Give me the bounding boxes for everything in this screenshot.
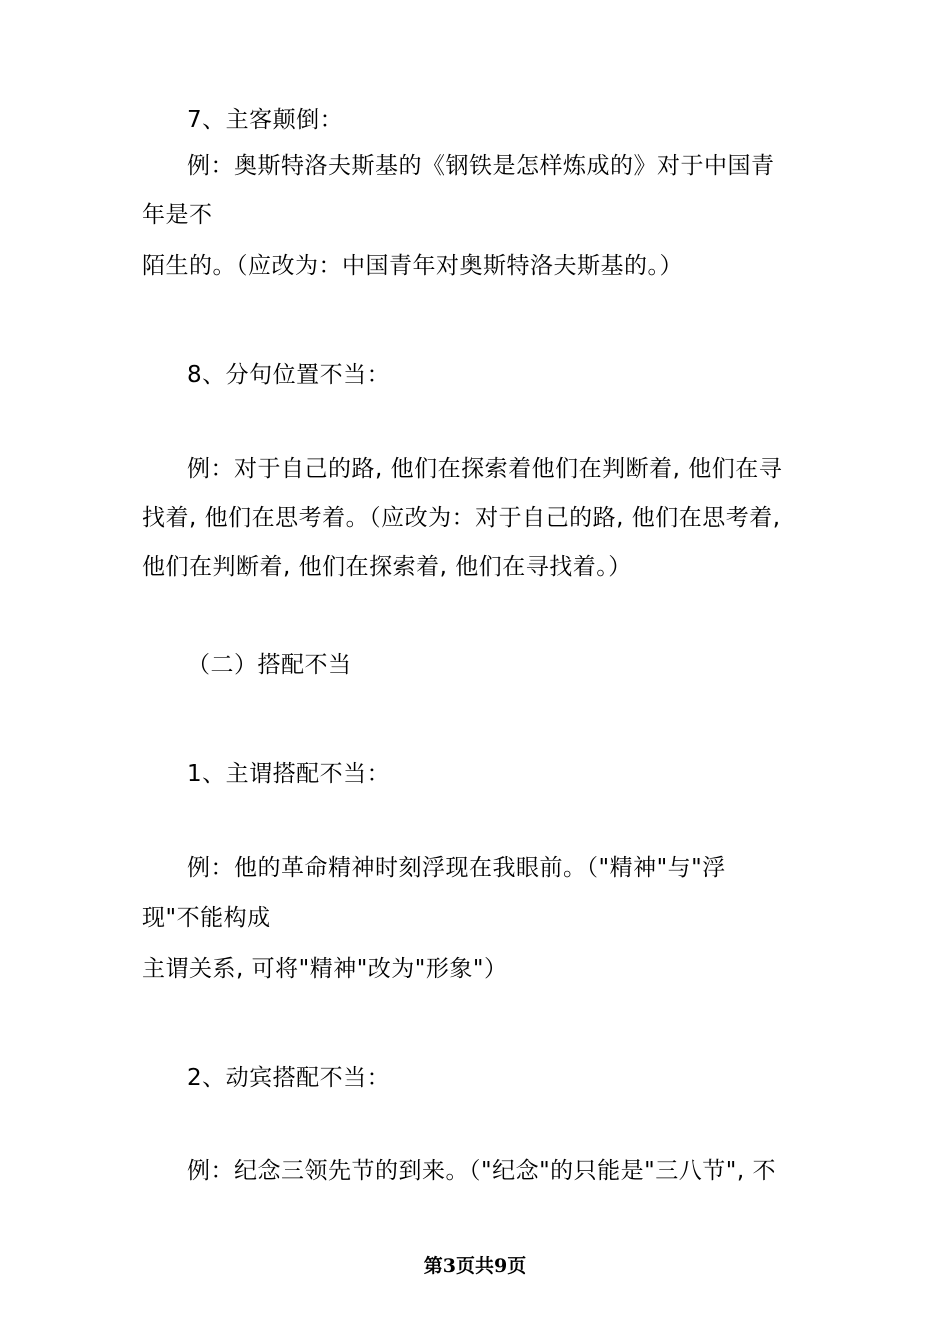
section-heading-7: 7、主客颠倒： bbox=[187, 107, 344, 133]
example-paragraph-line: 找着, 他们在思考着。（应改为：对于自己的路, 他们在思考着, bbox=[142, 505, 781, 531]
example-paragraph-line: 陌生的。（应改为：中国青年对奥斯特洛夫斯基的。） bbox=[142, 253, 683, 279]
example-paragraph-line: 他们在判断着, 他们在探索着, 他们在寻找着。） bbox=[142, 554, 632, 580]
example-paragraph-line: 现"不能构成 bbox=[142, 905, 271, 931]
page-number-footer: 第3页共9页 bbox=[423, 1255, 527, 1277]
example-paragraph-line: 主谓关系, 可将"精神"改为"形象"） bbox=[142, 956, 508, 982]
example-paragraph-line: 例：纪念三领先节的到来。（"纪念"的只能是"三八节", 不 bbox=[187, 1158, 776, 1184]
example-paragraph-line: 年是不 bbox=[142, 202, 213, 228]
subsection-heading: （二）搭配不当 bbox=[187, 652, 352, 678]
section-heading-2: 2、动宾搭配不当： bbox=[187, 1065, 391, 1091]
example-paragraph-line: 例：对于自己的路, 他们在探索着他们在判断着, 他们在寻 bbox=[187, 456, 783, 482]
example-paragraph-line: 例：奥斯特洛夫斯基的《钢铁是怎样炼成的》对于中国青 bbox=[187, 153, 775, 179]
section-heading-1: 1、主谓搭配不当： bbox=[187, 761, 391, 787]
section-heading-8: 8、分句位置不当： bbox=[187, 362, 391, 388]
example-paragraph-line: 例：他的革命精神时刻浮现在我眼前。（"精神"与"浮 bbox=[187, 855, 726, 881]
